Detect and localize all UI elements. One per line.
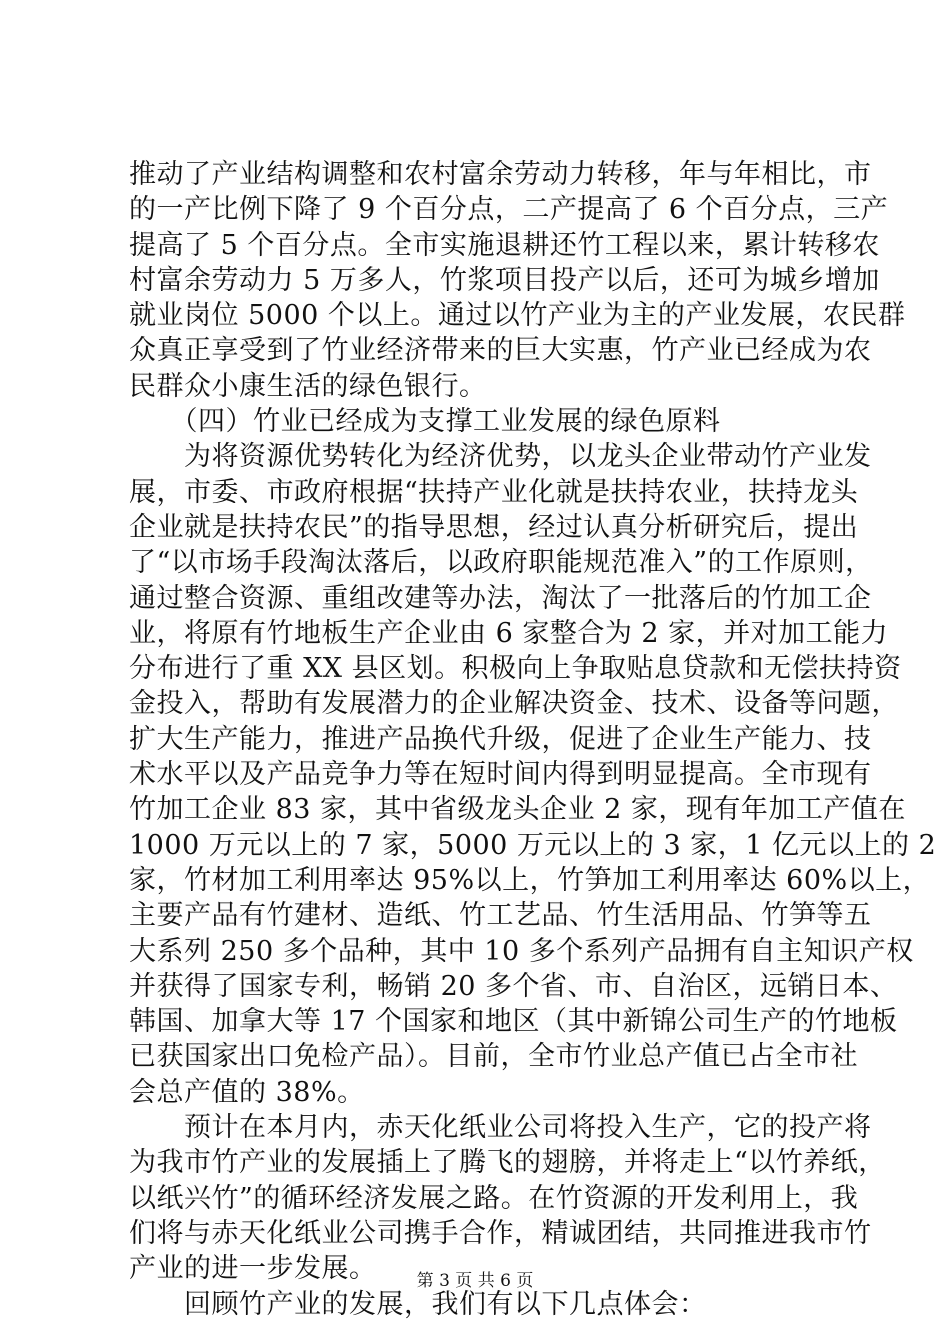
text-line: 推动了产业结构调整和农村富余劳动力转移，年与年相比，市 (129, 159, 872, 190)
text-line: 竹加工企业 83 家，其中省级龙头企业 2 家，现有年加工产值在 (129, 794, 906, 826)
text-line: 众真正享受到了竹业经济带来的巨大实惠，竹产业已经成为农 (129, 335, 872, 367)
text-line: 预计在本月内，赤天化纸业公司将投入生产，它的投产将 (129, 1112, 872, 1144)
text-line: 术水平以及产品竞争力等在短时间内得到明显提高。全市现有 (129, 759, 872, 791)
text-line: 并获得了国家专利，畅销 20 多个省、市、自治区，远销日本、 (129, 970, 898, 1002)
text-line: 金投入，帮助有发展潜力的企业解决资金、技术、设备等问题， (129, 688, 899, 720)
text-line: 为我市竹产业的发展插上了腾飞的翅膀，并将走上“以竹养纸， (129, 1147, 886, 1179)
text-line: 主要产品有竹建材、造纸、竹工艺品、竹生活用品、竹笋等五 (129, 900, 872, 932)
text-line: 产业的进一步发展。 (129, 1253, 377, 1285)
text-line: 民群众小康生活的绿色银行。 (129, 370, 487, 402)
text-line: 扩大生产能力，推进产品换代升级，促进了企业生产能力、技 (129, 723, 872, 755)
text-line: 为将资源优势转化为经济优势，以龙头企业带动竹产业发 (129, 441, 872, 473)
text-line: 展，市委、市政府根据“扶持产业化就是扶持农业，扶持龙头 (129, 476, 859, 508)
text-line: 就业岗位 5000 个以上。通过以竹产业为主的产业发展，农民群 (129, 300, 906, 332)
body-text (129, 157, 937, 1322)
text-line: 通过整合资源、重组改建等办法，淘汰了一批落后的竹加工企 (129, 582, 872, 614)
text-line: 业，将原有竹地板生产企业由 6 家整合为 2 家，并对加工能力 (129, 617, 889, 649)
text-line: 村富余劳动力 5 万多人，竹浆项目投产以后，还可为城乡增加 (129, 264, 880, 296)
text-line: 们将与赤天化纸业公司携手合作，精诚团结，共同推进我市竹 (129, 1217, 872, 1249)
text-line: 回顾竹产业的发展，我们有以下几点体会： (129, 1288, 707, 1320)
text-line: 提高了 5 个百分点。全市实施退耕还竹工程以来，累计转移农 (129, 229, 880, 261)
page-footer: 第 3 页 共 6 页 (416, 1271, 534, 1291)
text-line: 以纸兴竹”的循环经济发展之路。在竹资源的开发利用上，我 (129, 1182, 859, 1214)
text-line: 1000 万元以上的 7 家，5000 万元以上的 3 家，1 亿元以上的 2 (129, 829, 937, 861)
text-line: 分布进行了重 XX 县区划。积极向上争取贴息贷款和无偿扶持资 (129, 653, 902, 685)
text-line: 了“以市场手段淘汰落后，以政府职能规范准入”的工作原则， (129, 547, 873, 579)
text-line: 已获国家出口免检产品）。目前，全市竹业总产值已占全市社 (129, 1041, 858, 1073)
text-line: 家，竹材加工利用率达 95%以上，竹笋加工利用率达 60%以上， (129, 864, 931, 896)
text-line: 的一产比例下降了 9 个百分点，二产提高了 6 个百分点，三产 (129, 194, 889, 226)
text-line: 大系列 250 多个品种，其中 10 多个系列产品拥有自主知识产权 (129, 935, 914, 967)
text-line: 企业就是扶持农民”的指导思想，经过认真分析研究后，提出 (129, 511, 859, 543)
text-line: 会总产值的 38%。 (129, 1076, 365, 1108)
section-heading: （四）竹业已经成为支撑工业发展的绿色原料 (129, 406, 721, 438)
text-line: 韩国、加拿大等 17 个国家和地区（其中新锦公司生产的竹地板 (129, 1006, 898, 1038)
